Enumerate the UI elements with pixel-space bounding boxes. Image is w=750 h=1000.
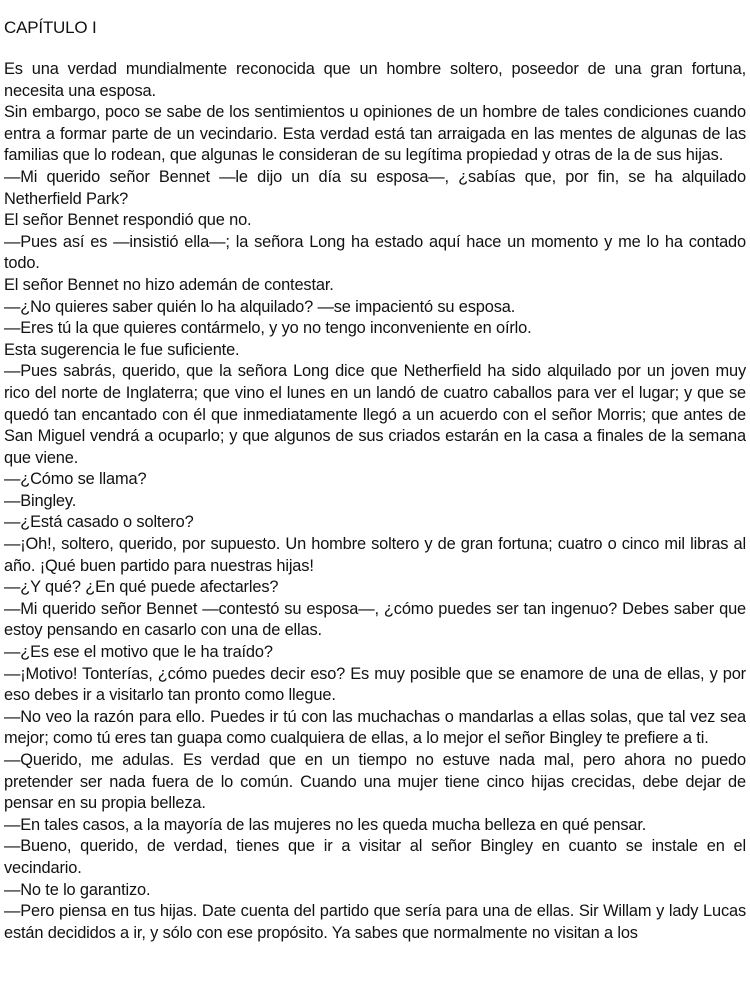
paragraph: —No te lo garantizo.	[4, 880, 151, 899]
paragraph: —Eres tú la que quieres contármelo, y yo no tengo inconveniente en oírlo.	[4, 319, 532, 338]
paragraph: Sin embargo, poco se sabe de los sentimientos u opiniones de un hombre de tales condiciones cuando entra a formar parte de un vecindario. Esta verdad está tan arraigada en las mentes de algunas de las familias que lo rodean, que algunas le consideran de su legítima propiedad y otras de la de sus hijas.	[4, 103, 746, 165]
paragraph: —Querido, me adulas. Es verdad que en un tiempo no estuve nada mal, pero ahora no puedo pretender ser nada fuera de lo común. Cuando una mujer tiene cinco hijas crecidas, debe dejar de pensar en su propia belleza.	[4, 751, 746, 813]
paragraph: Es una verdad mundialmente reconocida que un hombre soltero, poseedor de una gran fortuna, necesita una esposa.	[4, 60, 746, 100]
paragraph: —Mi querido señor Bennet —contestó su esposa—, ¿cómo puedes ser tan ingenuo? Debes saber que estoy pensando en casarlo con una de ellas.	[4, 599, 746, 640]
paragraph: —¿Está casado o soltero?	[4, 513, 194, 532]
paragraph: —Mi querido señor Bennet —le dijo un día su esposa—, ¿sabías que, por fin, se ha alquilado Netherfield Park?	[4, 167, 746, 208]
paragraph: —¡Oh!, soltero, querido, por supuesto. Un hombre soltero y de gran fortuna; cuatro o cinco mil libras al año. ¡Qué buen partido para nuestras hijas!	[4, 535, 746, 575]
chapter-body	[4, 59, 746, 944]
paragraph: —Pero piensa en tus hijas. Date cuenta del partido que sería para una de ellas. Sir Willam y lady Lucas están decididos a ir, y sólo con ese propósito. Ya sabes que normalmente no visitan a los	[4, 902, 746, 942]
paragraph: —Pues sabrás, querido, que la señora Long dice que Netherfield ha sido alquilado por un joven muy rico del norte de Inglaterra; que vino el lunes en un landó de cuatro caballos para ver el lugar; y que se quedó tan encantado con él que inmediatamente llegó a un acuerdo con el señor Morris; que antes de San Miguel vendrá a ocuparlo; y que algunos de sus criados estarán en la casa a finales de la semana que viene.	[4, 362, 746, 467]
paragraph: —¿Es ese el motivo que le ha traído?	[4, 643, 273, 662]
document-page	[4, 0, 746, 1000]
paragraph: —No veo la razón para ello. Puedes ir tú con las muchachas o mandarlas a ellas solas, que tal vez sea mejor; como tú eres tan guapa como cualquiera de ellas, a lo mejor el señor Bingley te prefiere a ti.	[4, 707, 746, 748]
paragraph: El señor Bennet respondió que no.	[4, 211, 252, 230]
paragraph: —¿Cómo se llama?	[4, 470, 147, 489]
paragraph: —Bingley.	[4, 491, 77, 510]
paragraph: —Bueno, querido, de verdad, tienes que ir a visitar al señor Bingley en cuanto se instale en el vecindario.	[4, 837, 746, 877]
paragraph: —¿No quieres saber quién lo ha alquilado? —se impacientó su esposa.	[4, 297, 516, 316]
paragraph: —En tales casos, a la mayoría de las mujeres no les queda mucha belleza en qué pensar.	[4, 815, 647, 834]
paragraph: —¡Motivo! Tonterías, ¿cómo puedes decir eso? Es muy posible que se enamore de una de ellas, y por eso debes ir a visitarlo tan pronto como llegue.	[4, 664, 746, 705]
paragraph: —¿Y qué? ¿En qué puede afectarles?	[4, 578, 279, 597]
paragraph: El señor Bennet no hizo ademán de contestar.	[4, 275, 334, 294]
paragraph: Esta sugerencia le fue suficiente.	[4, 340, 240, 359]
chapter-title: CAPÍTULO I	[4, 18, 97, 37]
paragraph: —Pues así es —insistió ella—; la señora Long ha estado aquí hace un momento y me lo ha contado todo.	[4, 232, 746, 273]
